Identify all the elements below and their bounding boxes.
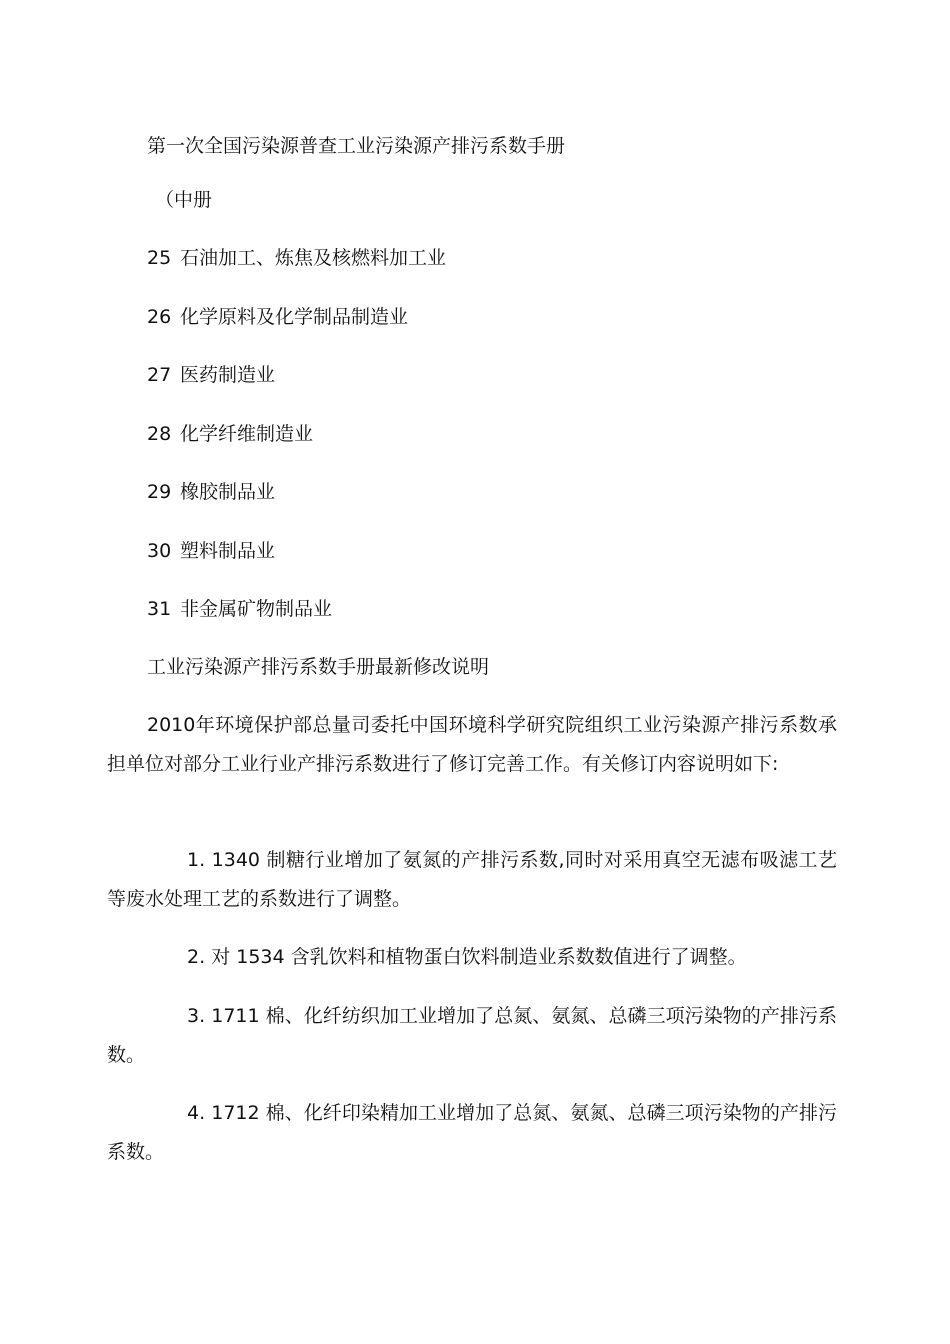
chapter-number: 25: [147, 247, 172, 269]
chapter-item: [147, 307, 408, 327]
revision-item: [107, 841, 837, 919]
section-heading: 工业污染源产排污系数手册最新修改说明: [147, 656, 490, 678]
chapter-number: 30: [147, 540, 172, 562]
chapter-name: 橡胶制品业: [180, 481, 276, 503]
chapter-number: 31: [147, 598, 172, 620]
chapter-name: 塑料制品业: [180, 540, 276, 562]
revision-item: [107, 997, 837, 1075]
item-number: 1.: [187, 849, 206, 871]
chapter-item: [147, 248, 446, 268]
chapter-number: 29: [147, 481, 172, 503]
item-text: 1711 棉、化纤纺织加工业增加了总氮、氨氮、总磷三项污染物的产排污系数。: [107, 1005, 837, 1066]
item-text: 对 1534 含乳饮料和植物蛋白饮料制造业系数数值进行了调整。: [211, 946, 747, 968]
item-text: 1712 棉、化纤印染精加工业增加了总氮、氨氮、总磷三项污染物的产排污系数。: [107, 1102, 837, 1163]
chapter-name: 石油加工、炼焦及核燃料加工业: [180, 247, 447, 269]
revision-item: [107, 938, 837, 977]
item-number: 2.: [187, 946, 206, 968]
chapter-item: [147, 482, 275, 502]
intro-paragraph: 2010年环境保护部总量司委托中国环境科学研究院组织工业污染源产排污系数承担单位对部分工业行业产排污系数进行了修订完善工作。有关修订内容说明如下:: [107, 714, 837, 775]
chapter-item: [147, 424, 313, 444]
item-text: 1340 制糖行业增加了氨氮的产排污系数,同时对采用真空无滤布吸滤工艺等废水处理工艺的系数进行了调整。: [107, 849, 838, 910]
chapter-name: 非金属矿物制品业: [180, 598, 333, 620]
chapter-number: 26: [147, 306, 172, 328]
volume-label: （中册: [155, 189, 213, 211]
chapter-name: 化学纤维制造业: [180, 423, 314, 445]
chapter-number: 28: [147, 423, 172, 445]
chapter-item: [147, 365, 275, 385]
chapter-number: 27: [147, 364, 172, 386]
revision-item: [107, 1094, 837, 1172]
chapter-item: [147, 541, 275, 561]
document-title: 第一次全国污染源普查工业污染源产排污系数手册: [147, 135, 566, 157]
chapter-name: 医药制造业: [180, 364, 276, 386]
chapter-name: 化学原料及化学制品制造业: [180, 306, 409, 328]
item-number: 4.: [187, 1102, 206, 1124]
chapter-item: [147, 599, 332, 619]
item-number: 3.: [187, 1005, 206, 1027]
